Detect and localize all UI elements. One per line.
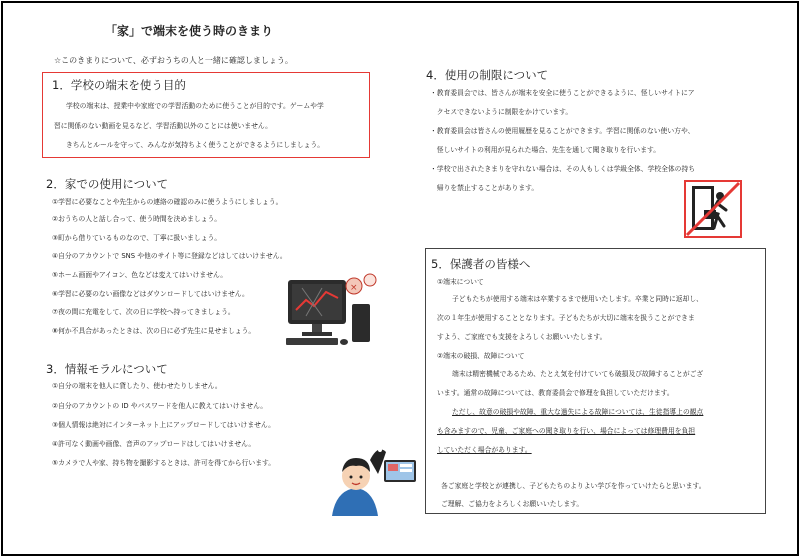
section3-heading: 3．情報モラルについて <box>46 362 168 376</box>
section1-line: 学校の端末は、授業中や家庭での学習活動のために使うことが目的です。ゲームや学 <box>66 102 324 110</box>
section3-item: ④許可なく動画や画像、音声のアップロードはしてはいけません。 <box>52 440 256 448</box>
section4-line: 怪しいサイトの利用が見られた場合、先生を通して聞き取りを行います。 <box>430 146 661 154</box>
section5-line: すよう、ご家庭でも支援をよろしくお願いいたします。 <box>437 333 607 341</box>
section3-item: ①自分の端末を他人に貸したり、使わせたりしません。 <box>52 382 222 390</box>
section5-line: 次の１年生が使用することとなります。子どもたちが大切に端末を扱うことができま <box>437 314 695 322</box>
section4-line: 帰りを禁止することがあります。 <box>430 184 539 192</box>
section3-item: ②自分のアカウントの ID やパスワードを他人に教えてはいけません。 <box>52 402 268 410</box>
section4-heading: 4．使用の制限について <box>426 68 549 82</box>
intro-text: ☆このきまりについて、必ずおうちの人と一緒に確認しましょう。 <box>54 56 293 65</box>
section5-underlined-line: していただく場合があります。 <box>437 446 532 454</box>
section1-line: 習に関係のない動画を見るなど、学習活動以外のことには使いません。 <box>54 122 272 130</box>
section3-item: ⑤カメラで人や家、持ち物を撮影するときは、許可を得てから行います。 <box>52 459 276 467</box>
section4-line: ・教育委員会は皆さんの使用履歴を見ることができます。学習に関係のない使い方や、 <box>430 127 695 135</box>
page-title: 「家」で端末を使う時のきまり <box>105 24 274 38</box>
section5-subheading: ②端末の破損、故障について <box>437 352 525 360</box>
section3-item: ③個人情報は絶対にインターネット上にアップロードしてはいけません。 <box>52 421 275 429</box>
section2-item: ⑥学習に必要のない画像などはダウンロードしてはいけません。 <box>52 290 249 298</box>
section1-line: きちんとルールを守って、みんなが気持ちよく使うことができるようにしましょう。 <box>66 141 325 149</box>
section2-heading: 2．家での使用について <box>46 177 169 191</box>
section2-item: ④自分のアカウントで SNS や他のサイト等に登録などはしてはいけません。 <box>52 252 287 260</box>
section5-line: 子どもたちが使用する端末は卒業するまで使用いたします。卒業と同時に返却し、 <box>452 295 703 303</box>
section2-item: ⑧何か不具合があったときは、次の日に必ず先生に見せましょう。 <box>52 327 256 335</box>
section5-subheading: ①端末について <box>437 278 484 286</box>
section5-underlined-line: ただし、故意の破損や故障、重大な過失による故障については、生徒指導上の観点 <box>452 408 704 416</box>
section5-line: 端末は精密機械であるため、たとえ気を付けていても破損及び故障することがござ <box>452 370 704 378</box>
broken-computer-illustration <box>282 270 382 348</box>
svg-text:×: × <box>350 283 358 293</box>
section1-heading: 1．学校の端末を使う目的 <box>52 78 186 92</box>
section4-line: クセスできないように制限をかけています。 <box>430 108 573 116</box>
section2-item: ①学習に必要なことや先生からの連絡の確認のみに使うようにしましょう。 <box>52 198 283 206</box>
phone-stalker-illustration <box>326 440 422 516</box>
section2-item: ③町から借りているものなので、丁寧に扱いましょう。 <box>52 234 222 242</box>
section5-underlined-line: も含みますので、児童、ご家庭への聞き取りを行い、場合によっては修理費用を負担 <box>437 427 696 435</box>
section5-box <box>425 248 766 514</box>
no-take-home-sign-icon <box>684 180 742 238</box>
section5-line: います。通常の故障については、教育委員会で修理を負担していただけます。 <box>437 389 674 397</box>
section2-item: ⑤ホーム画面やアイコン、色などは変えてはいけません。 <box>52 271 227 279</box>
section5-closing: ご理解、ご協力をよろしくお願いいたします。 <box>441 500 584 508</box>
section5-heading: 5．保護者の皆様へ <box>431 257 531 271</box>
section2-item: ⑦夜の間に充電をして、次の日に学校へ持ってきましょう。 <box>52 308 235 316</box>
section2-item: ②おうちの人と話し合って、使う時間を決めましょう。 <box>52 215 222 223</box>
section5-closing: 各ご家庭と学校とが連携し、子どもたちのよりよい学びを作っていけたらと思います。 <box>441 482 706 490</box>
section4-line: ・教育委員会では、皆さんが端末を安全に使うことができるように、怪しいサイトにア <box>430 89 695 97</box>
section4-line: ・学校で出されたきまりを守れない場合は、その人もしくは学級全体、学校全体の持ち <box>430 165 696 173</box>
